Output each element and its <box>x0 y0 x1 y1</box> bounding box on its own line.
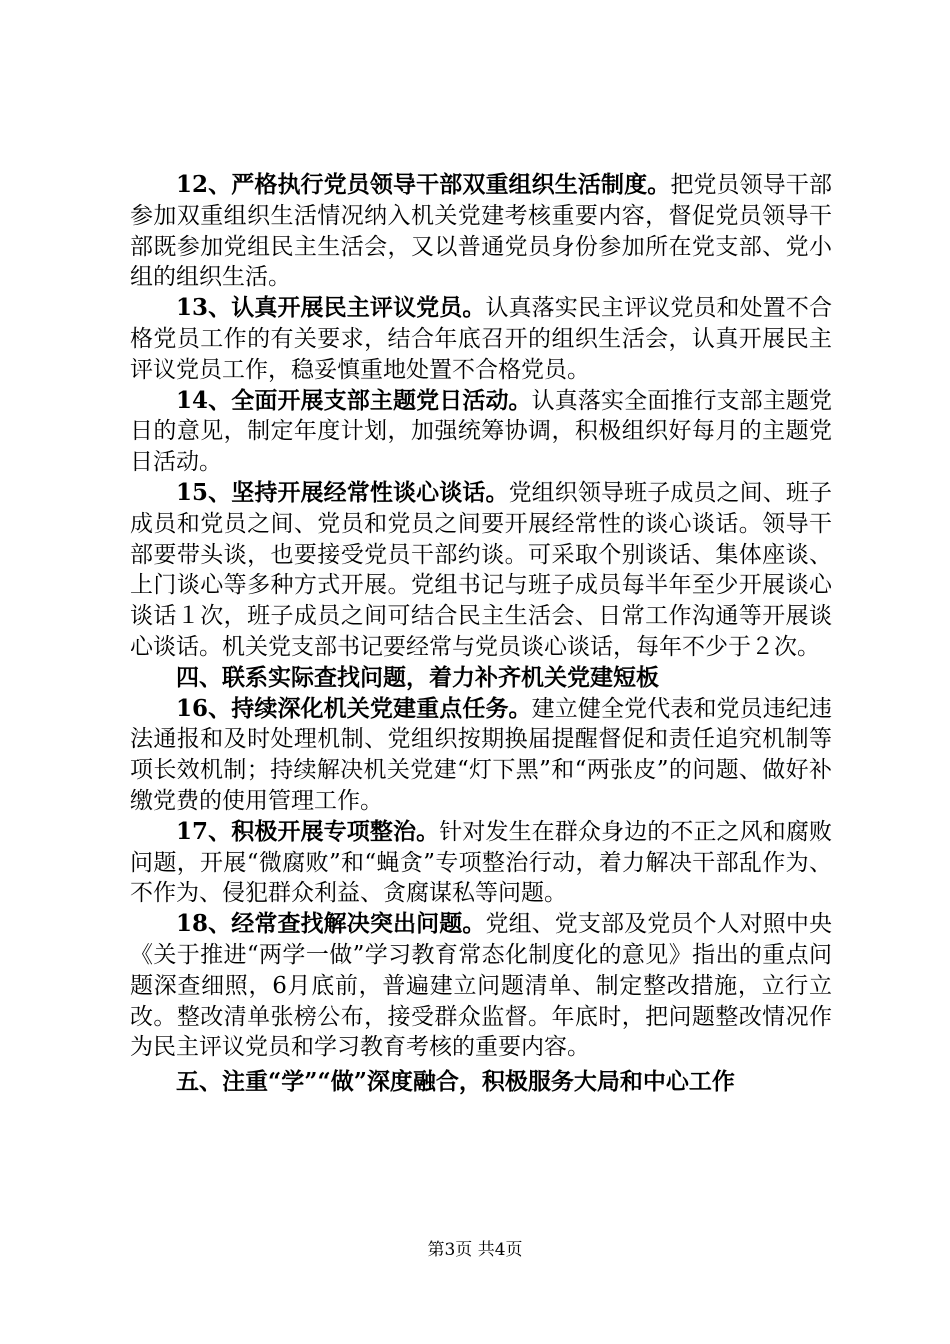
paragraph-17 <box>130 817 832 909</box>
paragraph-18 <box>130 909 832 1063</box>
section-heading-4: 四、联系实际查找问题，着力补齐机关党建短板 <box>176 663 659 691</box>
paragraph-lead: 16、持续深化机关党建重点任务。 <box>176 694 532 722</box>
paragraph-lead: 15、坚持开展经常性谈心谈话。 <box>176 478 509 506</box>
paragraph-text: 认真落实民主评议党员和处置不合格党员工作的有关要求，结合年底召开的组织生活会，认真开展民主评议党员工作，稳妥慎重地处置不合格党员。 <box>130 295 833 383</box>
paragraph-text: 针对发生在群众身边的不正之风和腐败问题，开展“微腐败”和“蝇贪”专项整治行动，着力解决干部乱作为、不作为、侵犯群众利益、贪腐谋私等问题。 <box>130 818 833 907</box>
paragraph-lead: 12、严格执行党员领导干部双重组织生活制度。 <box>176 171 671 198</box>
paragraph-15 <box>130 478 832 663</box>
paragraph-lead: 13、认真开展民主评议党员。 <box>176 294 486 322</box>
page-footer: 第3页 共4页 <box>427 1240 523 1260</box>
paragraph-text: 把党员领导干部参加双重组织生活情况纳入机关党建考核重要内容，督促党员领导干部既参加党组民主生活会，又以普通党员身份参加所在党支部、党小组的组织生活。 <box>130 172 832 291</box>
paragraph-14 <box>130 386 832 478</box>
paragraph-13 <box>130 293 832 385</box>
paragraph-lead: 18、经常查找解决突出问题。 <box>176 910 486 938</box>
paragraph-12 <box>130 170 832 293</box>
paragraph-text: 党组织领导班子成员之间、班子成员和党员之间、党员和党员之间要开展经常性的谈心谈话。领导干部要带头谈，也要接受党员干部约谈。可采取个别谈话、集体座谈、上门谈心等多种方式开展。党组书记与班子成员每半年至少开展谈心谈话１次，班子成员之间可结合民主生活会、日常工作沟通等开展谈心谈话。机关党支部书记要经常与党员谈心谈话，每年不少于２次。 <box>130 479 832 660</box>
paragraph-text: 党组、党支部及党员个人对照中央《关于推进“两学一做”学习教育常态化制度化的意见》指出的重点问题深查细照，6月底前，普遍建立问题清单、制定整改措施，立行立改。整改清单张榜公布，接受群众监督。年底时，把问题整改情况作为民主评议党员和学习教育考核的重要内容。 <box>130 911 833 1061</box>
section-heading-5: 五、注重“学”“做”深度融合，积极服务大局和中心工作 <box>176 1068 735 1096</box>
paragraph-lead: 17、积极开展专项整治。 <box>176 817 440 845</box>
document-body <box>130 170 832 1098</box>
paragraph-16 <box>130 694 832 817</box>
paragraph-lead: 14、全面开展支部主题党日活动。 <box>176 386 532 414</box>
paragraph-text: 认真落实全面推行支部主题党日的意见，制定年度计划，加强统筹协调，积极组织好每月的主题党日活动。 <box>130 387 832 476</box>
paragraph-text: 建立健全党代表和党员违纪违法通报和及时处理机制、党组织按期换届提醒督促和责任追究机制等项长效机制；持续解决机关党建“灯下黑”和“两张皮”的问题、做好补缴党费的使用管理工作。 <box>130 695 832 814</box>
